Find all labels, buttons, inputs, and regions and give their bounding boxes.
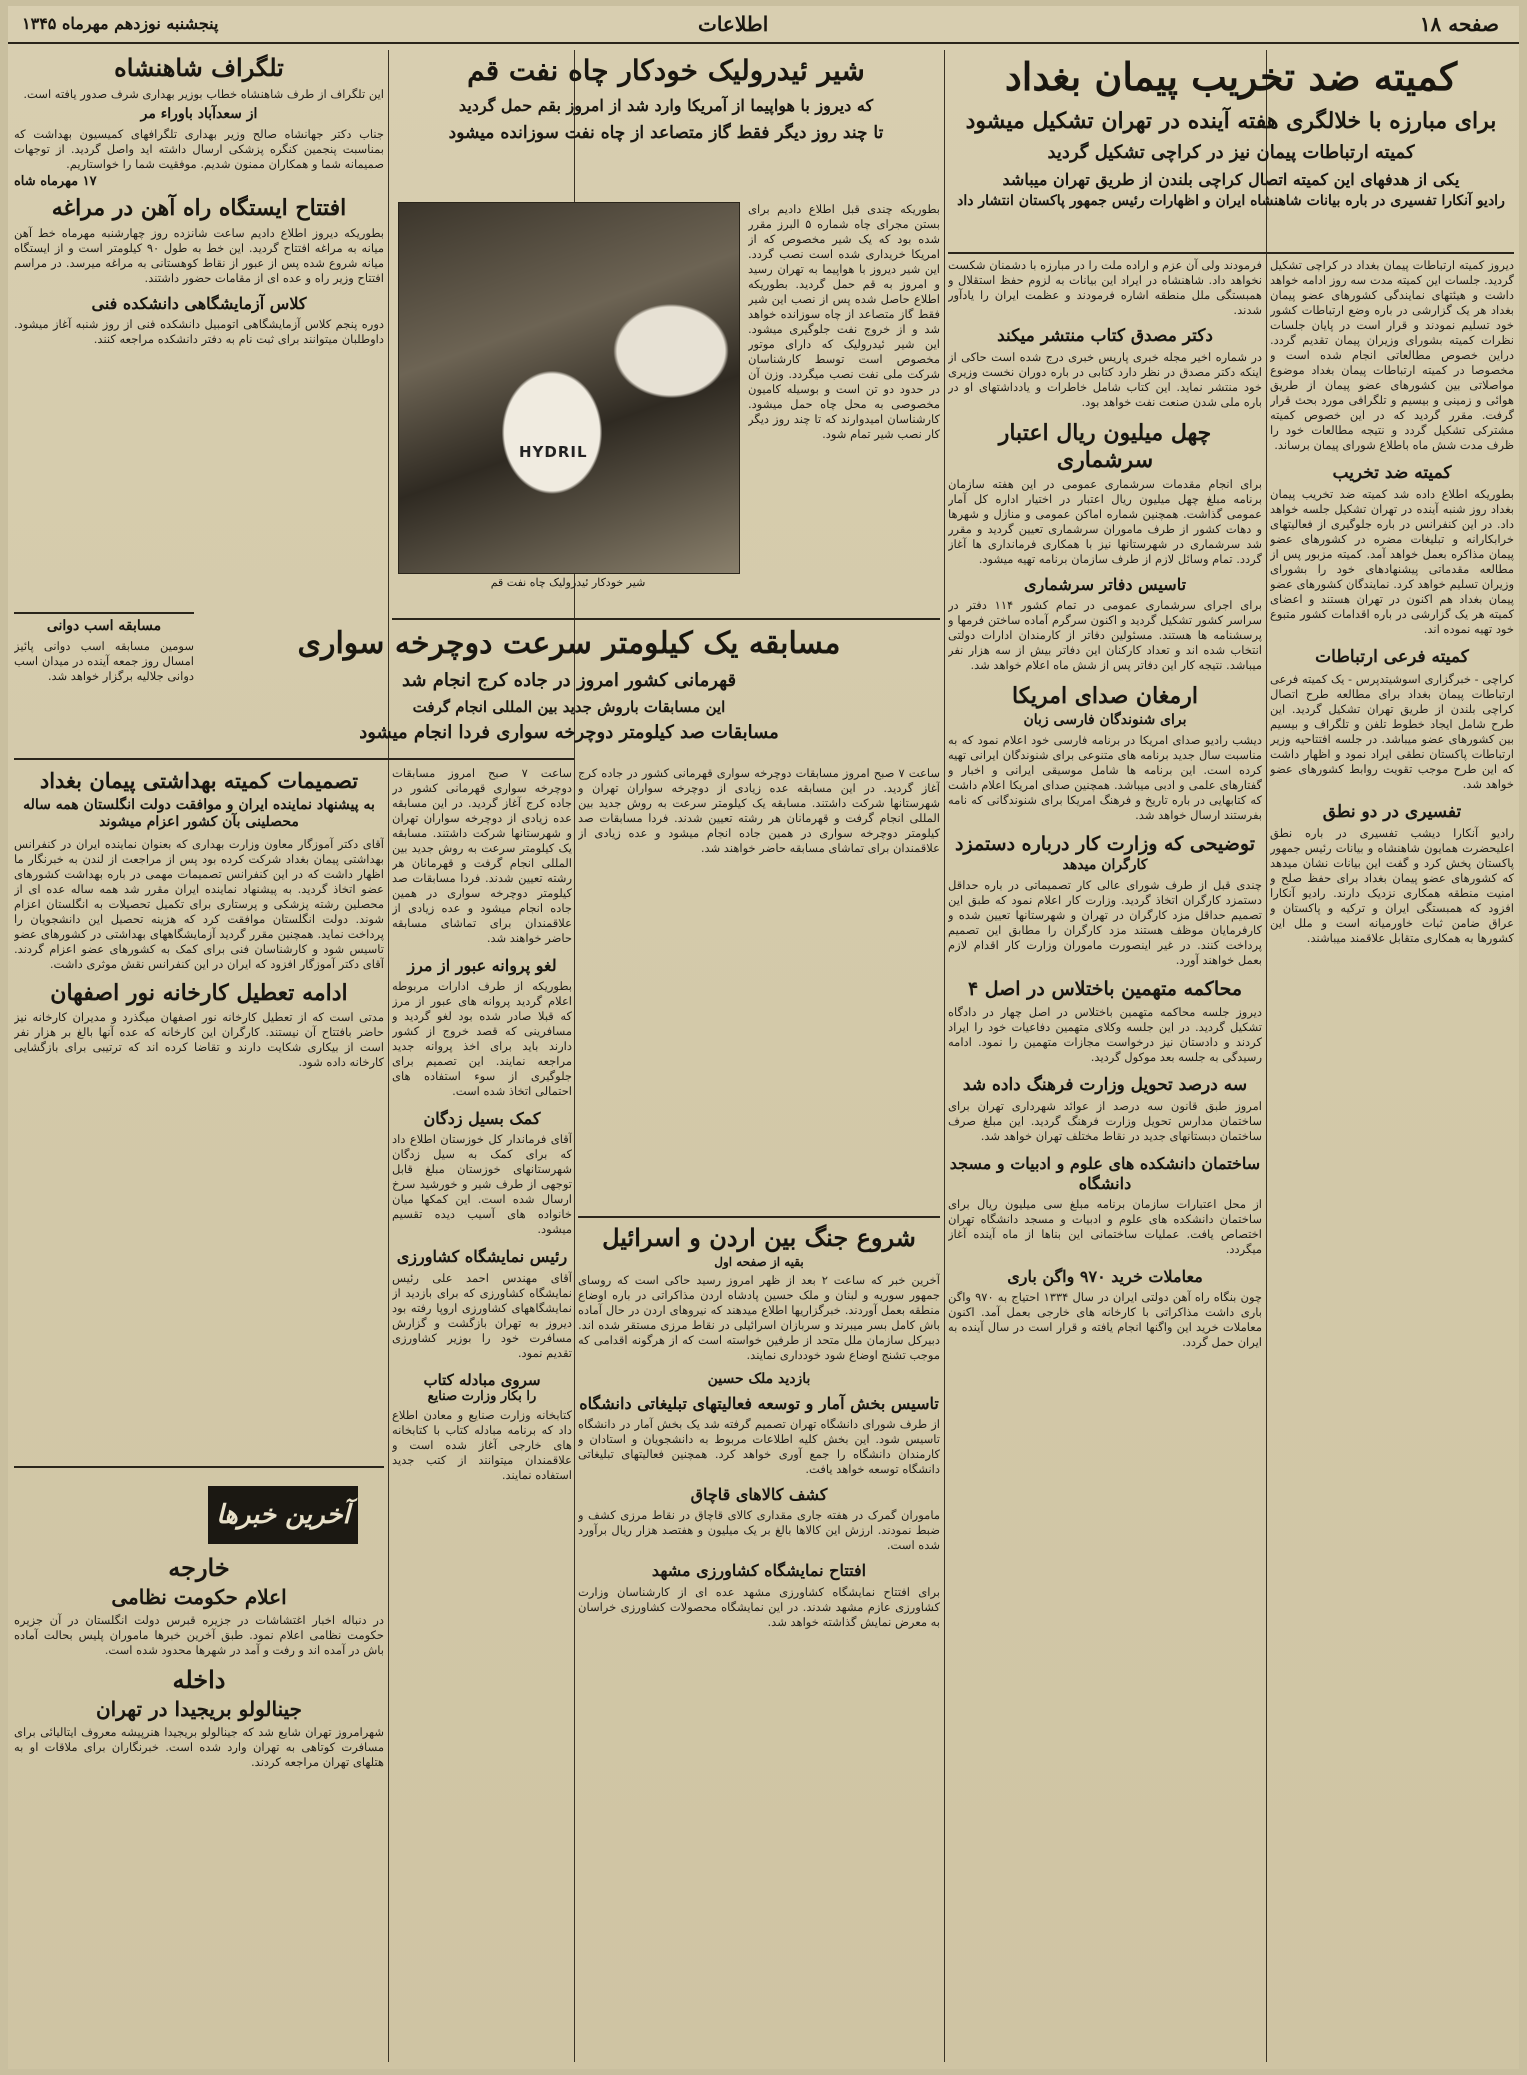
article-subtitle: کارگران میدهد xyxy=(1062,857,1148,874)
horse-race-body: سومین مسابقه اسب دوانی پائیز امسال روز جمعه آینده در میدان اسب دوانی جلالیه برگزار خواهد شد. xyxy=(14,638,194,683)
paper-name: اطلاعات xyxy=(698,12,769,36)
section-body: کراچی - خبرگزاری اسوشیتدپرس - یک کمیته فرعی ارتباطات پیمان بغداد برای مطالعه طرح اتصال کراچی بلندن از طریق تهران تشکیل گردید. این طرح شامل ایجاد خطوط تلفن و تلگراف و بیسیم بین کشورهای عضو میباشد. در جلسه افتتاحیه وزیر ارتباطات پاکستان نطقی ایراد نمود و اظهار داشت که این طرح موجب تقویت روابط کشورهای عضو خواهد شد. xyxy=(1270,671,1514,791)
main-story-body: دیروز کمیته ارتباطات پیمان بغداد در کراچی تشکیل گردید. جلسات این کمیته مدت سه روز ادامه خواهد داشت و هیئتهای نمایندگی کشورهای عضو پیمان بغداد هر یک گزارشی در باره وضع ارتباطات کشور خود تسلیم نمودند و قرار است در پایان جلسات نظرات کمیته بشورای وزیران پیمان تقدیم گردد. دراین خصوص مطالعاتی انجام شده است و مخصوصا در کمیته ارتباطات پیمان بغداد موضوع مواصلاتی بین کشورهای عضو پیمان از طریق هوائی و زمینی و بیسیم و تلگرافی مورد بحث قرار گرفت. مقرر گردید که در این خصوص کمیته مشترکی تشکیل گردد و نتیجه مطالعات خود را ظرف مدت شش ماه باطلاع شورای پیمان برساند. xyxy=(1270,258,1514,452)
health-committee-body: آقای دکتر آموزگار معاون وزارت بهداری که بعنوان نماینده ایران در کنفرانس بهداشتی پیمان بغداد شرکت کرده بود پس از مراجعت از لندن به خبرنگار ما اظهار داشت که در این کنفرانس تصمیمات مهمی در باره بهداشت کشورهای عضو اتخاذ گردید. به پیشنهاد نماینده ایران مقرر شد همه ساله عده ای از محصلین رشته پزشکی و پرستاری برای تکمیل تحصیلات به انگلستان اعزام شوند. دولت انگلستان موافقت کرد که هزینه تحصیل این دانشجویان را پرداخت نماید. همچنین مقرر گردید آزمایشگاههای بهداشتی در کشورهای عضو تاسیس شود و کارشناسان فنی برای کمک به کشورهای عضو اعزام گردند. آقای دکتر آموزگار افزود که ایران در این کنفرانس نقش موثری داشت. xyxy=(14,836,384,971)
article-body: برای انجام مقدمات سرشماری عمومی در این هفته سازمان برنامه مبلغ چهل میلیون ریال اعتبار در اختیار اداره کل آمار عمومی گذاشت. همچنین شماره اماکن عمومی و منازل و شهرها و دهات کشور از طرف ماموران سرشماری تعیین گردید و مقرر شد سرشماری در شهرستانها نیز با همکاری فرمانداری ها آغاز گردد. تمام وسائل لازم از طرف سازمان برنامه تهیه میشود. xyxy=(948,477,1262,567)
foreign-title: خارجه xyxy=(168,1553,230,1582)
isfahan-factory-title: ادامه تعطیل کارخانه نور اصفهان xyxy=(50,979,348,1006)
article-body: در شماره اخیر مجله خبری پاریس خبری درج شده است حاکی از اینکه دکتر مصدق در نظر دارد کتابی در باره دوران نخست وزیری خود منتشر نماید. این کتاب شامل خاطرات و یادداشتهای او در باره ملی شدن صنعت نفت خواهد بود. xyxy=(948,350,1262,410)
foreign-subtitle: اعلام حکومت نظامی xyxy=(111,1584,287,1609)
telegram-title: تلگراف شاهنشاه xyxy=(114,53,284,82)
visit-title: بازدید ملک حسین xyxy=(707,1371,811,1388)
expo-body: برای افتتاح نمایشگاه کشاورزی مشهد عده ای از کارشناسان وزارت کشاورزی عازم مشهد شدند. در این نمایشگاه محصولات کشاورزی خراسان به معرض نمایش گذاشته خواهد شد. xyxy=(578,1584,940,1629)
article-body: چندی قبل از طرف شورای عالی کار تصمیماتی در باره حداقل دستمزد کارگران اتخاذ گردید. وزارت کار اعلام نمود که طبق این تصمیم حداقل مزد کارگران در تهران و شهرستانها تعیین شده و کارفرمایان موظف هستند مزد کارگران را مطابق این تصمیم پرداخت کنند. در غیر اینصورت ماموران وزارت کار اقدام لازم بعمل خواهند آورد. xyxy=(948,878,1262,968)
border-pass-title: لغو پروانه عبور از مرز xyxy=(407,956,557,975)
horse-race-title: مسابقه اسب دوانی xyxy=(46,618,162,634)
border-pass-body: بطوریکه از طرف ادارات مربوطه اعلام گردید پروانه های عبور از مرز که قبلا صادر شده بود لغو گردید و مسافرینی که قصد خروج از کشور دارند باید برای اخذ پروانه جدید مراجعه نمایند. این تصمیم برای جلوگیری از سوء استفاده های احتمالی اتخاذ شده است. xyxy=(392,979,572,1099)
article-body: امروز طبق قانون سه درصد از عوائد شهرداری تهران برای ساختمان مدارس تحویل وزارت فرهنگ گردید. این مبلغ صرف ساختمان دبستانهای جدید در نقاط مختلف تهران خواهد شد. xyxy=(948,1099,1262,1144)
page-label: صفحه ۱۸ xyxy=(1419,12,1499,36)
flood-aid-body: آقای فرماندار کل خوزستان اطلاع داد که برای کمک به سیل زدگان شهرستانهای خوزستان مبلغ قابل توجهی از طرف شیر و خورشید سرخ ارسال شده است. این کمکها میان خانواده های آسیب دیده تقسیم میشود. xyxy=(392,1132,572,1237)
left-column-mid xyxy=(14,764,384,1464)
smuggling-body: ماموران گمرک در هفته جاری مقداری کالای قاچاق در نقاط مرزی کشف و ضبط نمودند. ارزش این کالاها بالغ بر یک میلیون و هفتصد هزار ریال برآورد شده است. xyxy=(578,1508,940,1553)
main-subtitle: برای مبارزه با خلالگری هفته آینده در تهران تشکیل میشود xyxy=(965,107,1497,134)
domestic-subtitle: جینالولو بریجیدا در تهران xyxy=(95,1696,303,1721)
expo-title: افتتاح نمایشگاه کشاورزی مشهد xyxy=(651,1561,867,1581)
war-body: آخرین خبر که ساعت ۲ بعد از ظهر امروز رسید حاکی است که روسای جمهور سوریه و لبنان و ملک حسین پادشاه اردن مذاکراتی در باره اوضاع منطقه بعمل آوردند. خبرگزاریها اطلاع میدهند که نیروهای اردن در حال آماده باش کامل بسر میبرند و سربازان اسرائیلی در نقاط مرزی مستقر شده اند. دبیرکل سازمان ملل متحد از طرفین خواسته است که از هرگونه اقدامی که موجب تشنج اوضاع شود خودداری نمایند. xyxy=(578,1273,940,1363)
divider xyxy=(14,1466,384,1468)
divider xyxy=(392,618,940,620)
cycling-race-subtitle: مسابقات صد کیلومتر دوچرخه سواری فردا انجام میشود xyxy=(359,721,779,743)
column-rule xyxy=(388,50,389,2062)
main-story-headline xyxy=(948,50,1514,250)
telegram-body: این تلگراف از طرف شاهنشاه خطاب بوزیر بهداری شرف صدور یافته است. xyxy=(23,86,384,101)
book-exchange-subtitle: را بکار وزارت صنایع xyxy=(427,1388,537,1404)
smuggling-title: کشف کالاهای قاچاق xyxy=(690,1485,828,1505)
section-title: تفسیری در دو نطق xyxy=(1322,801,1462,822)
cycling-race-subtitle: این مسابقات باروش جدید بین المللی انجام گرفت xyxy=(412,697,726,716)
isfahan-factory-body: مدتی است که از تعطیل کارخانه نور اصفهان میگذرد و مدیران کارخانه نیز حاضر بافتتاح آن نیستند. کارگران این کارخانه که عده آنها بالغ بر هزار نفر است از بیکاری شکایت دارند و تقاضا کرده اند که ترتیبی برای بازگشایی کارخانه داده شود. xyxy=(14,1010,384,1070)
book-exchange-body: کتابخانه وزارت صنایع و معادن اطلاع داد که برنامه مبادله کتاب با کتابخانه های خارجی آغاز شده است و علاقمندان میتوانند از کتب جدید استفاده نمایند. xyxy=(392,1408,572,1483)
oil-valve-body-block xyxy=(748,202,940,622)
health-committee-subtitle: به پیشنهاد نماینده ایران و موافقت دولت انگلستان همه ساله محصلینی بآن کشور اعزام میشوند xyxy=(23,797,375,830)
agri-head-body: آقای مهندس احمد علی رئیس نمایشگاه کشاورزی که برای بازدید از نمایشگاههای کشاورزی اروپا رفته بود دیروز به تهران بازگشت و گزارش مسافرت خود را بوزیر کشاورزی تقدیم نمود. xyxy=(392,1270,572,1360)
date-line: پنجشنبه نوزدهم مهرماه ۱۳۴۵ xyxy=(22,14,219,33)
main-subtitle: رادیو آنکارا تفسیری در باره بیانات شاهنشاه ایران و اظهارات رئیس جمهور پاکستان انتشار داد xyxy=(957,192,1505,209)
cycling-race-subtitle: قهرمانی کشور امروز در جاده کرج انجام شد xyxy=(401,670,737,691)
article-body: برای اجرای سرشماری عمومی در تمام کشور ۱۱۴ دفتر در سراسر کشور تشکیل گردید و اکنون سرگرم آماده ساختن فرمها و پرسشنامه ها هستند. مسئولین دفاتر از کارمندان ادارات دولتی انتخاب شده اند و تعداد کارکنان این دفاتر بیش از سه هزار نفر میباشد. نتیجه کار این دفاتر پس از شش ماه اعلام خواهد شد. xyxy=(948,598,1262,673)
telegram-origin: از سعدآباد باوراء مر xyxy=(140,105,258,122)
column-rule xyxy=(944,50,945,2062)
divider xyxy=(14,612,194,614)
health-committee-title: تصمیمات کمیته بهداشتی پیمان بغداد xyxy=(39,768,359,793)
section-title: کمیته ضد تخریب xyxy=(1332,463,1452,483)
section-body: رادیو آنکارا دیشب تفسیری در باره نطق اعلیحضرت همایون شاهنشاه و بیانات رئیس جمهور پاکستان پخش کرد و گفت این بیانات نشان میدهد که کشورهای عضو پیمان بغداد برای حفظ صلح و امنیت منطقه همکاری نزدیک دارند. رادیو آنکارا افزود که همبستگی ایران و ترکیه و پاکستان و عراق ضامن ثبات خاورمیانه است و ملل این کشورها به همکاری متقابل علاقمند میباشند. xyxy=(1270,826,1514,946)
right-column xyxy=(1270,258,1514,2064)
oil-valve-subtitle: که دیروز با هواپیما از آمریکا وارد شد از امروز بقم حمل گردید xyxy=(458,95,874,115)
article-title: معاملات خرید ۹۷۰ واگن باری xyxy=(1007,1266,1203,1286)
divider xyxy=(14,758,574,760)
center-left-column xyxy=(392,766,572,2064)
article-title: دکتر مصدق کتاب منتشر میکند xyxy=(997,326,1213,346)
oil-valve-headline xyxy=(392,50,940,200)
left-column-bottom xyxy=(14,1552,384,2064)
oil-valve-body: بطوریکه چندی قبل اطلاع دادیم برای بستن مجرای چاه شماره ۵ البرز مقرر شده بود که یک شیر مخصوص که از امریکا خریداری شده است نصب گردد. این شیر دیروز با هواپیما به تهران رسید و امروز به قم حمل گردید. بطوریکه اطلاع حاصل شده پس از نصب این شیر فقط گاز متصاعد از چاه سوزانده خواهد شد و از خروج نفت جلوگیری میشود. این شیر ئیدرولیک که دارای موتور مخصوص است توسط کارشناسان شرکت ملی نفت نصب میگردد. وزن آن در حدود دو تن است و بوسیله کامیون مخصوصی به محل چاه حمل میشود. کارشناسان امیدوارند که تا چند روز دیگر کار نصب شیر تمام شود. xyxy=(748,202,940,441)
tech-class-body: دوره پنجم کلاس آزمایشگاهی اتومبیل دانشکده فنی از روز شنبه آغاز میشود. داوطلبان میتوانند برای ثبت نام به دفتر دانشکده مراجعه کنند. xyxy=(14,316,384,346)
foreign-body: در دنباله اخبار اغتشاشات در جزیره قبرس دولت انگلستان در آن جزیره حکومت نظامی اعلام نمود. طبق آخرین خبرها ماموران پلیس بحالت آماده باش در آمده اند و رفت و آمد در شهرها محدود شده است. xyxy=(14,1612,384,1657)
article-title: سه درصد تحویل وزارت فرهنگ داده شد xyxy=(962,1074,1248,1095)
agri-head-title: رئیس نمایشگاه کشاورزی xyxy=(396,1247,568,1267)
flood-aid-title: کمک بسیل زدگان xyxy=(423,1109,541,1129)
cycling-race-body-column xyxy=(578,766,940,1196)
photo-mark: HYDRIL xyxy=(519,443,588,461)
photo-caption: شیر خودکار ئیدرولیک چاه نفت قم xyxy=(490,576,646,589)
main-subtitle: یکی از هدفهای این کمیته اتصال کراچی بلندن از طریق تهران میباشد xyxy=(1002,169,1460,189)
column-rule xyxy=(1266,50,1267,2062)
section-body: بطوریکه اطلاع داده شد کمیته ضد تخریب پیمان بغداد روز شنبه آینده در تهران تشکیل جلسه خواهد داد. در این کنفرانس در باره جلوگیری از فعالیتهای خرابکارانه و تبلیغات مضره در کشورهای عضو پیمان مذاکره بعمل خواهد آمد. کمیته مزبور پس از مطالعه مقدماتی پیشنهادهای خود را بشورای وزیران تسلیم خواهد کرد. نمایندگان کشورهای عضو پیمان بغداد هم اکنون در تهران هستند و اعضای کمیته هر یک گزارشی در باره اقدامات کشور متبوع خود تهیه نموده اند. xyxy=(1270,487,1514,637)
tech-class-title: کلاس آزمایشگاهی دانشکده فنی xyxy=(91,293,307,313)
article-title: ساختمان دانشکده های علوم و ادبیات و مسجد دانشگاه xyxy=(949,1154,1261,1193)
left-column-top xyxy=(14,50,384,610)
cycling-race-body: ساعت ۷ صبح امروز مسابقات دوچرخه سواری قهرمانی کشور در جاده کرج آغاز گردید. در این مسابقه عده زیادی از دوچرخه سواران تهران و شهرستانها شرکت داشتند. مسابقه یک کیلومتر سرعت به روش جدید بین المللی انجام گرفت و قهرمانان هر رشته تعیین شدند. فردا مسابقات صد کیلومتر دوچرخه سواری در همین جاده انجام میشود و عده زیادی از علاقمندان برای تماشای مسابقه حاضر خواهند شد. xyxy=(578,766,940,855)
center-column xyxy=(578,1222,940,2064)
cycling-race-body-cont: ساعت ۷ صبح امروز مسابقات دوچرخه سواری قهرمانی کشور در جاده کرج آغاز گردید. در این مسابقه عده زیادی از دوچرخه سواران تهران و شهرستانها شرکت داشتند. مسابقه یک کیلومتر سرعت به روش جدید بین المللی انجام گرفت و قهرمانان هر رشته تعیین شدند. فردا مسابقات صد کیلومتر دوچرخه سواری در همین جاده انجام میشود و عده زیادی از علاقمندان برای تماشای مسابقه حاضر خواهند شد. xyxy=(392,766,572,945)
war-title: شروع جنگ بین اردن و اسرائیل xyxy=(602,1223,916,1252)
article-body: از محل اعتبارات سازمان برنامه مبلغ سی میلیون ریال برای ساختمان دانشکده های علوم و ادبیات و مسجد دانشگاه تهران اختصاص یافت. عملیات ساختمانی این بناها از ماه آینده آغاز میگردد. xyxy=(948,1196,1262,1256)
university-title: تاسیس بخش آمار و توسعه فعالیتهای تبلیغاتی دانشگاه xyxy=(579,1393,939,1413)
article-title: محاکمه متهمین باختلاس در اصل ۴ xyxy=(967,978,1243,1001)
latest-news-box: آخرین خبرها xyxy=(208,1486,358,1544)
article-title: تاسیس دفاتر سرشماری xyxy=(1023,575,1187,595)
domestic-title: داخله xyxy=(172,1664,226,1694)
divider xyxy=(578,1216,940,1218)
article-body: چون بنگاه راه آهن دولتی ایران در سال ۱۳۳۴ احتیاج به ۹۷۰ واگن باری داشت مذاکراتی با کارخانه های خارجی بعمل آمد. اکنون معاملات خرید این واگنها انجام یافته و قرار است در سال آینده به ایران حمل گردد. xyxy=(948,1289,1262,1349)
cycling-race-title: مسابقه یک کیلومتر سرعت دوچرخه سواری xyxy=(297,626,841,661)
article-body: دیشب رادیو صدای امریکا در برنامه فارسی خود اعلام نمود که به مناسبت سال جدید برنامه های متنوعی برای شنوندگان ایرانی تهیه کرده است. این برنامه ها شامل موسیقی ایرانی و اخبار و گفتارهای علمی و ادبی میباشد. همچنین صدای امریکا اعلام داشت که کتابهایی در باره تاریخ و فرهنگ امریکا برای شنوندگانی که نامه بفرستند ارسال خواهد شد. xyxy=(948,732,1262,822)
newspaper-page xyxy=(8,6,1519,2069)
cycling-race-headline xyxy=(198,622,940,762)
oil-valve-subtitle: تا چند روز دیگر فقط گاز متصاعد از چاه نفت سوزانده میشود xyxy=(448,122,884,143)
masthead xyxy=(8,6,1519,44)
mid-right-column xyxy=(948,258,1262,2064)
book-exchange-title: سروی مبادله کتاب xyxy=(423,1370,541,1389)
article-body: دیروز جلسه محاکمه متهمین باختلاس در اصل چهار در دادگاه تشکیل گردید. در این جلسه وکلای متهمین دفاعیات خود را ایراد کردند و دادستان نیز درخواست مجازات متهمین را نمود. ادامه رسیدگی به جلسه بعد موکول گردید. xyxy=(948,1004,1262,1064)
article-subtitle: برای شنوندگان فارسی زبان xyxy=(1023,711,1187,728)
university-body: از طرف شورای دانشگاه تهران تصمیم گرفته شد یک بخش آمار در دانشگاه تاسیس شود. این بخش کلیه اطلاعات مربوط به دانشجویان و استادان و کارمندان دانشگاه را جمع آوری خواهد کرد. همچنین فعالیتهای تبلیغاتی دانشگاه توسعه خواهد یافت. xyxy=(578,1417,940,1477)
oil-valve-photo xyxy=(398,202,740,574)
divider xyxy=(948,252,1514,254)
main-subtitle: کمیته ارتباطات پیمان نیز در کراچی تشکیل گردید xyxy=(1047,141,1415,163)
telegram-date: ۱۷ مهرماه شاه xyxy=(14,173,97,189)
railway-body: بطوریکه دیروز اطلاع دادیم ساعت شانزده روز چهارشنبه مهرماه خط آهن میانه به مراغه افتتاح گردید. این خط به طول ۹۰ کیلومتر است و از ایستگاه میانه شروع شده پس از عبور از نقاط کوهستانی به مراغه میرسد. در مراسم افتتاح وزیر راه و عده ای از مقامات حضور داشتند. xyxy=(14,225,384,285)
article-title: چهل میلیون ریال اعتبار سرشماری xyxy=(998,420,1212,473)
railway-title: افتتاح ایستگاه راه آهن در مراغه xyxy=(51,195,347,222)
section-title: کمیته فرعی ارتباطات xyxy=(1315,647,1469,668)
war-subtitle: بقیه از صفحه اول xyxy=(714,1254,804,1269)
main-title: کمیته ضد تخریب پیمان بغداد xyxy=(1004,54,1458,99)
horse-race-block xyxy=(14,616,194,756)
article-title: توضیحی که وزارت کار درباره دستمزد xyxy=(955,832,1255,855)
article-title: ارمغان صدای امریکا xyxy=(1012,683,1198,710)
article-body: فرمودند ولی آن عزم و اراده ملت را در مبارزه با دشمنان شکست نخواهد داد. شاهنشاه در ایراد این بیانات به لزوم حفظ استقلال و همبستگی ملل منطقه اشاره فرمودند و عظمت ایران را یادآور شدند. xyxy=(948,258,1262,317)
domestic-body: شهرامروز تهران شایع شد که جینالولو بریجیدا هنرپیشه معروف ایتالیائی برای مسافرت کوتاهی به تهران وارد شده است. خبرنگاران برای ملاقات او به هتلهای تهران مراجعه کردند. xyxy=(14,1724,384,1769)
oil-valve-title: شیر ئیدرولیک خودکار چاه نفت قم xyxy=(467,54,865,87)
telegram-body: جناب دکتر جهانشاه صالح وزیر بهداری تلگرافهای کمیسیون بهداشت که بمناسبت پنجمین کنگره پزشکی ارسال داشته اید واصل گردید. از توجهات صمیمانه شما و همکاران ممنون شدیم. موفقیت شما را خواستاریم. xyxy=(14,126,384,171)
